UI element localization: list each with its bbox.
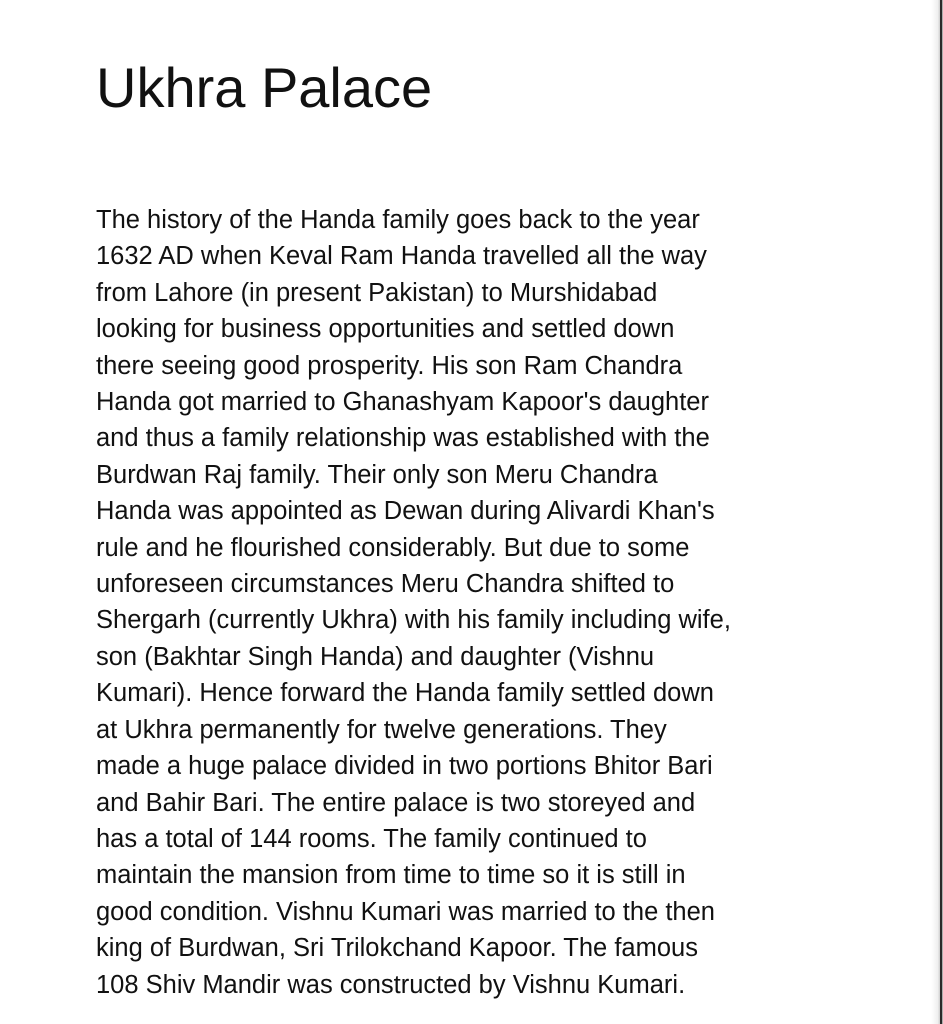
- paragraph-line: good condition. Vishnu Kumari was married to the then: [96, 897, 715, 926]
- paragraph-line: The history of the Handa family goes back to the year: [96, 206, 700, 234]
- paragraph-line: 108 Shiv Mandir was constructed by Vishnu Kumari.: [96, 970, 686, 999]
- paragraph-line: at Ukhra permanently for twelve generations. They: [96, 715, 667, 744]
- paragraph-line: Kumari). Hence forward the Handa family settled down: [96, 679, 714, 708]
- paragraph-line: rule and he flourished considerably. But due to some: [96, 533, 690, 562]
- page-edge-line: [940, 0, 942, 1024]
- paragraph-line: 1632 AD when Keval Ram Handa travelled all the way: [96, 242, 707, 271]
- paragraph-line: Burdwan Raj family. Their only son Meru Chandra: [96, 460, 658, 489]
- paragraph-line: Handa was appointed as Dewan during Alivardi Khan's: [96, 497, 715, 526]
- paragraph-line: maintain the mansion from time to time so it is still in: [96, 861, 686, 890]
- paragraph-line: made a huge palace divided in two portions Bhitor Bari: [96, 752, 713, 781]
- paragraph-line: and thus a family relationship was established with the: [96, 424, 710, 453]
- paragraph-line: unforeseen circumstances Meru Chandra shifted to: [96, 570, 675, 599]
- body-paragraph: [96, 202, 856, 1003]
- paragraph-line: Handa got married to Ghanashyam Kapoor's daughter: [96, 388, 709, 417]
- page-title: Ukhra Palace: [96, 56, 433, 119]
- paragraph-line: Shergarh (currently Ukhra) with his family including wife,: [96, 606, 731, 635]
- paragraph-line: son (Bakhtar Singh Handa) and daughter (Vishnu: [96, 642, 655, 671]
- paragraph-line: king of Burdwan, Sri Trilokchand Kapoor. The famous: [96, 934, 698, 963]
- paragraph-line: from Lahore (in present Pakistan) to Murshidabad: [96, 278, 658, 307]
- paragraph-line: has a total of 144 rooms. The family continued to: [96, 824, 647, 853]
- paragraph-line: and Bahir Bari. The entire palace is two storeyed and: [96, 788, 696, 817]
- paragraph-line: looking for business opportunities and settled down: [96, 315, 675, 344]
- paragraph-line: there seeing good prosperity. His son Ram Chandra: [96, 351, 683, 380]
